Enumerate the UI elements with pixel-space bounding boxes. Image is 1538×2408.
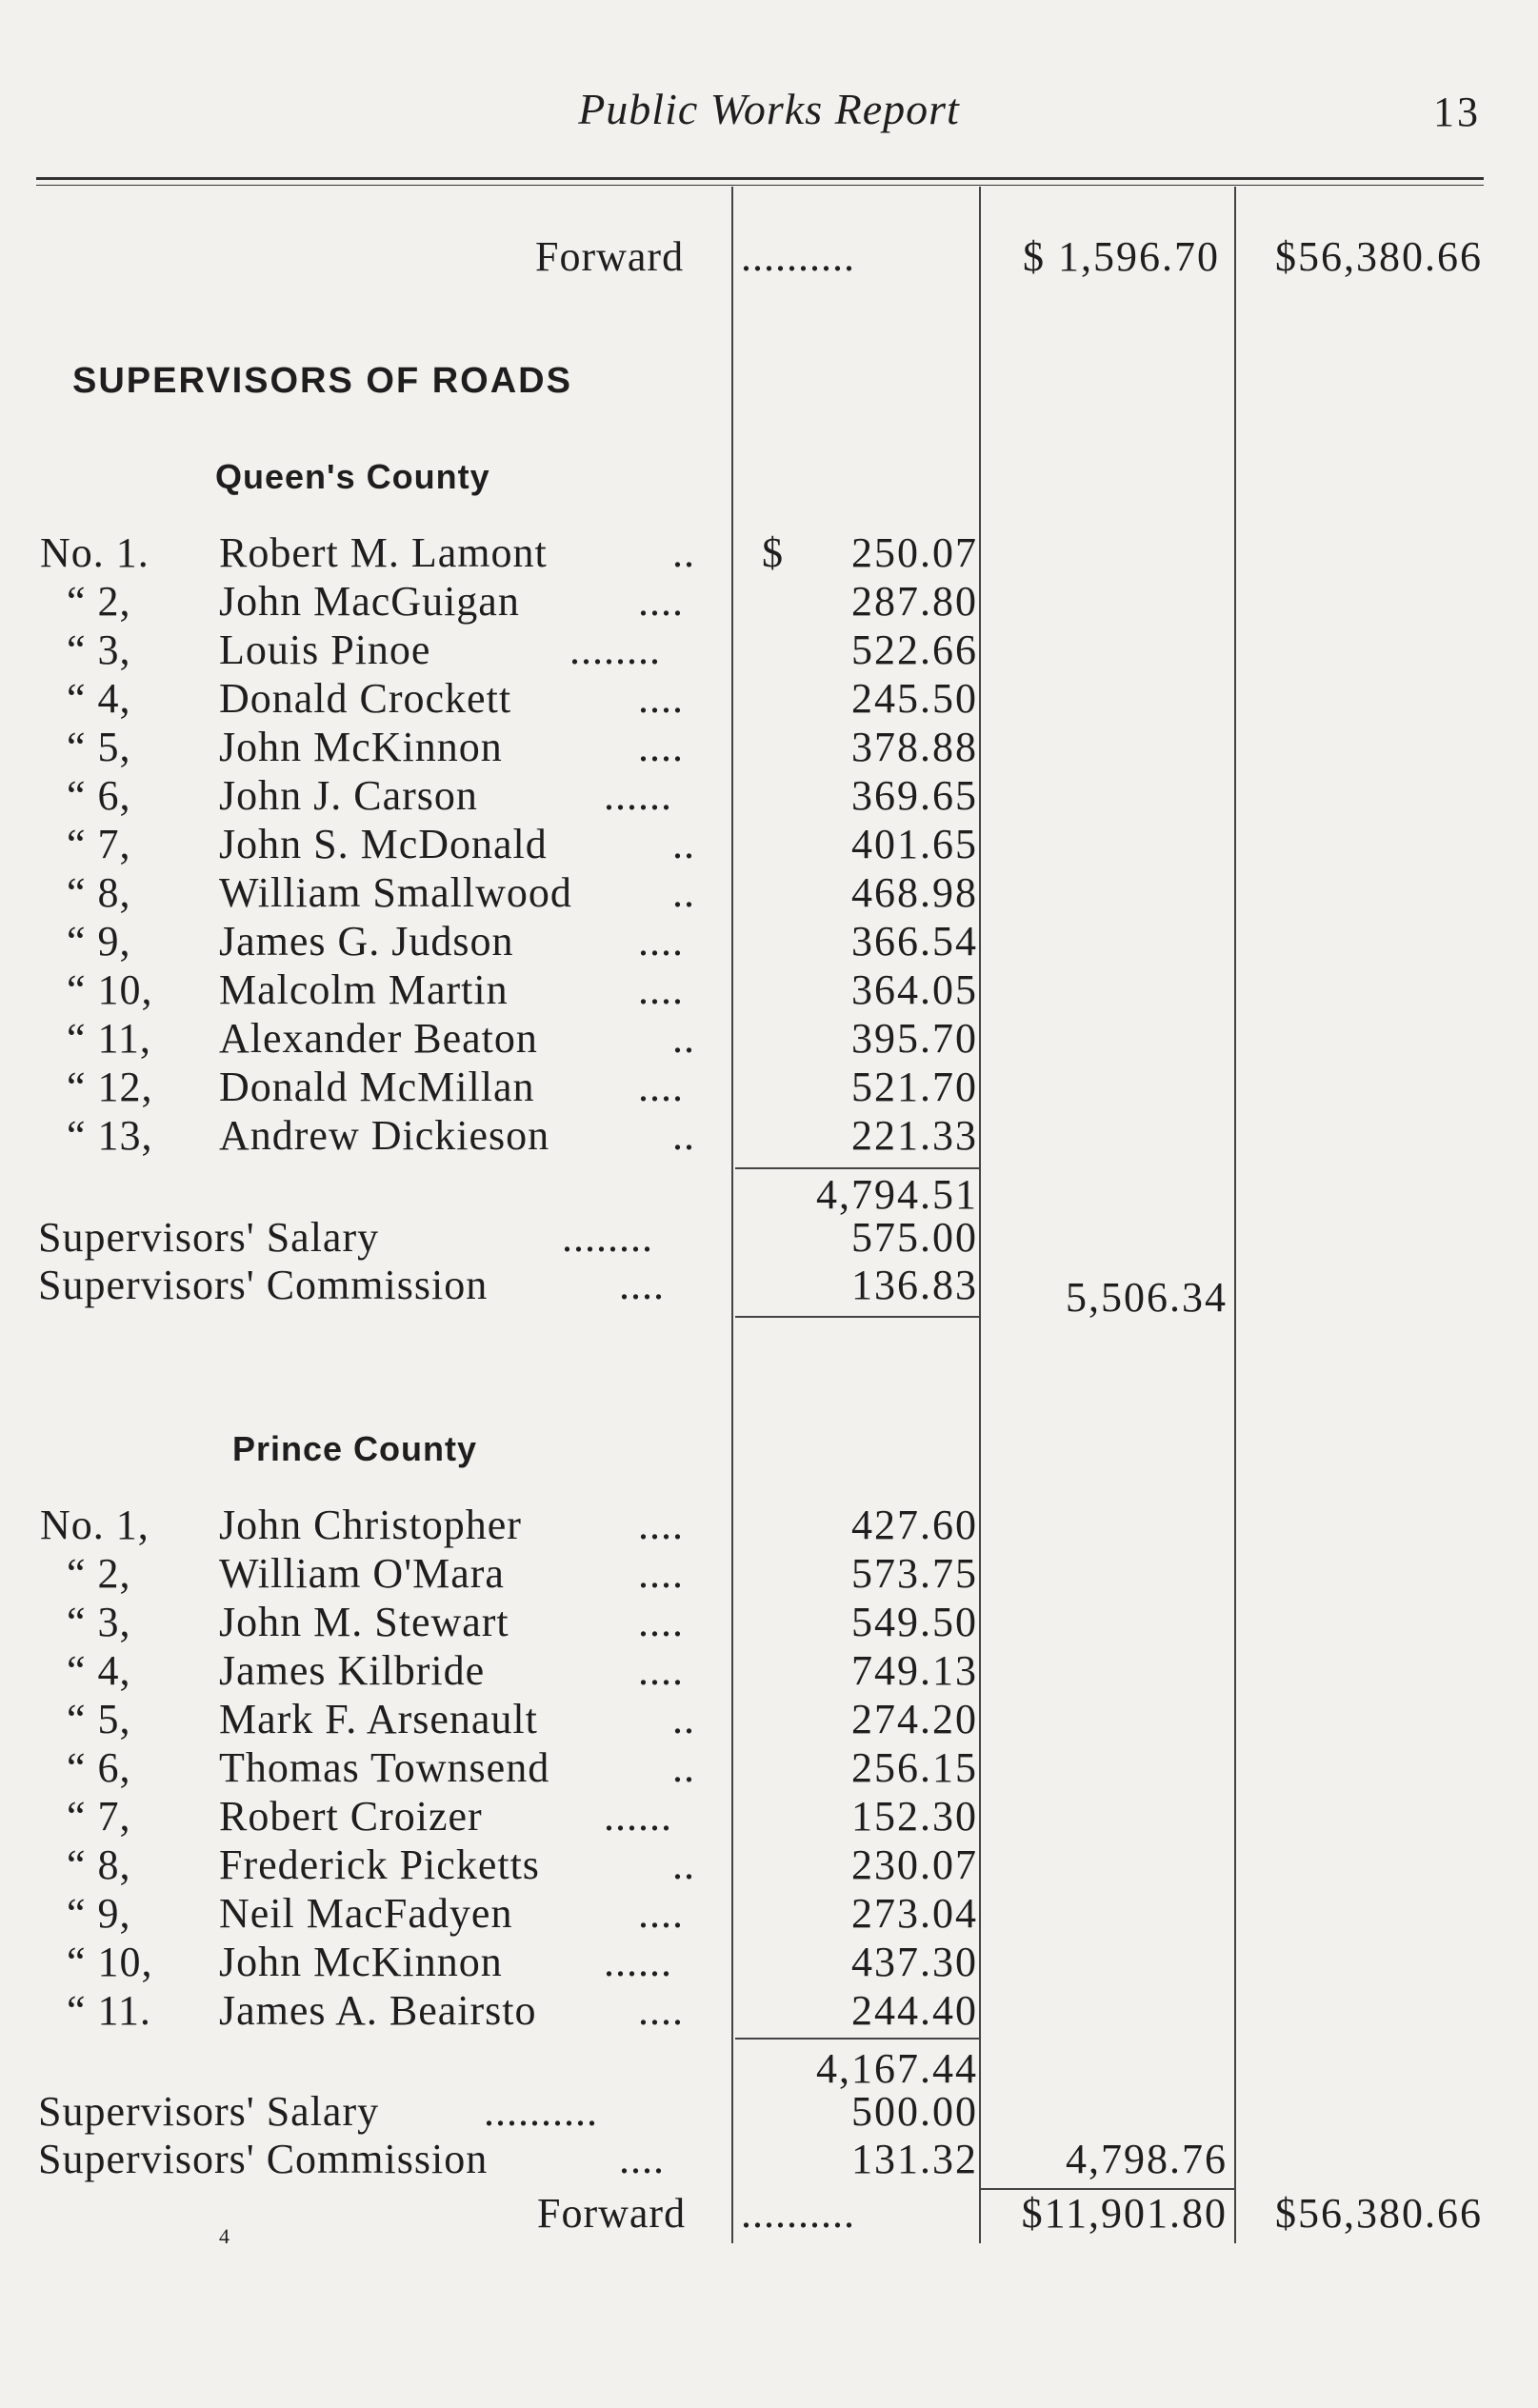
row-dots: .. [672,1112,695,1159]
queens-subtotal: 4,794.51 [816,1171,978,1218]
row-amount: 230.07 [851,1841,978,1888]
row-number: “ 6, [67,1744,131,1791]
row-amount: 395.70 [851,1015,978,1062]
queens-total: 5,506.34 [1066,1274,1228,1321]
row-number: “ 5, [67,1696,131,1742]
row-amount: 245.50 [851,675,978,722]
column-divider-1 [731,187,733,2243]
row-amount: 401.65 [851,821,978,867]
row-number: “ 5, [67,724,131,770]
row-amount: 437.30 [851,1939,978,1985]
section-heading: SUPERVISORS OF ROADS [72,361,572,401]
row-number: “ 2, [67,1550,131,1597]
row-name: John MacGuigan [219,578,520,625]
forward-dots-bottom: .......... [741,2190,855,2237]
row-dots: .. [672,1841,695,1888]
row-amount: 427.60 [851,1502,978,1548]
queens-commission-label: Supervisors' Commission [38,1262,489,1308]
row-number: No. 1, [40,1502,150,1548]
prince-total: 4,798.76 [1066,2136,1228,2182]
row-dots: .... [638,1647,684,1694]
queens-salary-label: Supervisors' Salary [38,1214,380,1261]
row-name: Alexander Beaton [219,1015,538,1062]
row-dots: .... [638,918,684,965]
row-dots: ...... [604,1793,672,1840]
row-number: “ 7, [67,1793,131,1840]
row-amount: 221.33 [851,1112,978,1159]
row-number: “ 3, [67,1599,131,1645]
row-dots: .. [672,529,695,576]
row-name: Louis Pinoe [219,627,431,673]
row-amount: 274.20 [851,1696,978,1742]
row-number: “ 2, [67,578,131,625]
queens-commission-dots: .... [619,1262,665,1308]
row-amount: 244.40 [851,1987,978,2034]
row-amount: 521.70 [851,1064,978,1110]
prince-subtotal: 4,167.44 [816,2045,978,2092]
row-number: “ 7, [67,821,131,867]
prince-salary-label: Supervisors' Salary [38,2088,380,2135]
row-name: John M. Stewart [219,1599,509,1645]
row-dots: .. [672,1744,695,1791]
row-amount: 468.98 [851,869,978,916]
row-number: “ 4, [67,675,131,722]
row-number: “ 11. [67,1987,151,2034]
row-name: John McKinnon [219,1939,503,1985]
row-dots: .... [638,1599,684,1645]
row-amount: 378.88 [851,724,978,770]
forward-bottom-col3: $11,901.80 [1021,2190,1228,2237]
queens-dollar-sign: $ [762,529,784,576]
queens-subtotal-rule [735,1167,979,1169]
row-dots: .... [638,1550,684,1597]
row-number: No. 1. [40,529,150,576]
row-amount: 364.05 [851,966,978,1013]
row-number: “ 6, [67,772,131,819]
forward-label-top: Forward [535,233,685,280]
row-name: Andrew Dickieson [219,1112,550,1159]
header-rule [36,177,1484,180]
row-name: John S. McDonald [219,821,548,867]
row-dots: ........ [569,627,661,673]
row-number: “ 8, [67,869,131,916]
row-dots: .. [672,1696,695,1742]
queens-salary-amount: 575.00 [851,1214,978,1261]
row-dots: .... [638,1502,684,1548]
row-number: “ 13, [67,1112,153,1159]
page-header-title: Public Works Report [578,85,960,133]
row-number: “ 4, [67,1647,131,1694]
row-dots: .... [638,578,684,625]
row-amount: 250.07 [851,529,978,576]
prince-county-title: Prince County [232,1429,478,1468]
row-number: “ 12, [67,1064,153,1110]
prince-commission-label: Supervisors' Commission [38,2136,489,2182]
row-dots: .. [672,1015,695,1062]
prince-commission-amount: 131.32 [851,2136,978,2182]
row-amount: 273.04 [851,1890,978,1937]
signature-mark: 4 [219,2224,230,2248]
prince-commission-dots: .... [619,2136,665,2182]
row-dots: .. [672,869,695,916]
row-dots: ...... [604,772,672,819]
row-name: James A. Beairsto [219,1987,537,2034]
row-number: “ 9, [67,1890,131,1937]
row-dots: ...... [604,1939,672,1985]
row-name: Donald McMillan [219,1064,535,1110]
row-amount: 573.75 [851,1550,978,1597]
prince-salary-amount: 500.00 [851,2088,978,2135]
queens-county-title: Queen's County [215,457,490,496]
queens-commission-amount: 136.83 [851,1262,978,1308]
row-dots: .... [638,1064,684,1110]
row-dots: .... [638,675,684,722]
forward-label-bottom: Forward [537,2190,687,2237]
row-number: “ 10, [67,966,153,1013]
queens-total-rule [735,1316,979,1318]
forward-bottom-col4: $56,380.66 [1275,2190,1483,2237]
row-name: Frederick Picketts [219,1841,540,1888]
forward-top-col4: $56,380.66 [1275,233,1483,280]
row-name: William O'Mara [219,1550,505,1597]
row-name: John Christopher [219,1502,522,1548]
row-name: Malcolm Martin [219,966,509,1013]
row-name: John J. Carson [219,772,478,819]
prince-subtotal-rule [735,2038,979,2040]
row-amount: 287.80 [851,578,978,625]
header-rule-thin [36,185,1484,186]
forward-dots-top: .......... [741,233,855,280]
row-name: Thomas Townsend [219,1744,550,1791]
row-name: James Kilbride [219,1647,486,1694]
row-name: Robert Croizer [219,1793,483,1840]
row-dots: .... [638,1890,684,1937]
row-number: “ 9, [67,918,131,965]
column-divider-3 [1234,187,1236,2243]
row-number: “ 10, [67,1939,153,1985]
row-number: “ 11, [67,1015,151,1062]
row-dots: .... [638,1987,684,2034]
row-name: Donald Crockett [219,675,512,722]
row-number: “ 3, [67,627,131,673]
row-amount: 749.13 [851,1647,978,1694]
row-amount: 366.54 [851,918,978,965]
row-number: “ 8, [67,1841,131,1888]
forward-top-col3: $ 1,596.70 [1023,233,1220,280]
row-name: John McKinnon [219,724,503,770]
row-name: William Smallwood [219,869,572,916]
row-name: Mark F. Arsenault [219,1696,538,1742]
row-dots: .... [638,966,684,1013]
row-amount: 152.30 [851,1793,978,1840]
row-name: Robert M. Lamont [219,529,548,576]
row-amount: 522.66 [851,627,978,673]
row-name: Neil MacFadyen [219,1890,513,1937]
row-name: James G. Judson [219,918,514,965]
column-divider-2 [979,187,981,2243]
page-number: 13 [1433,89,1481,135]
row-dots: .. [672,821,695,867]
row-amount: 369.65 [851,772,978,819]
row-amount: 256.15 [851,1744,978,1791]
row-dots: .... [638,724,684,770]
prince-salary-dots: .......... [484,2088,598,2135]
queens-salary-dots: ........ [562,1214,653,1261]
row-amount: 549.50 [851,1599,978,1645]
